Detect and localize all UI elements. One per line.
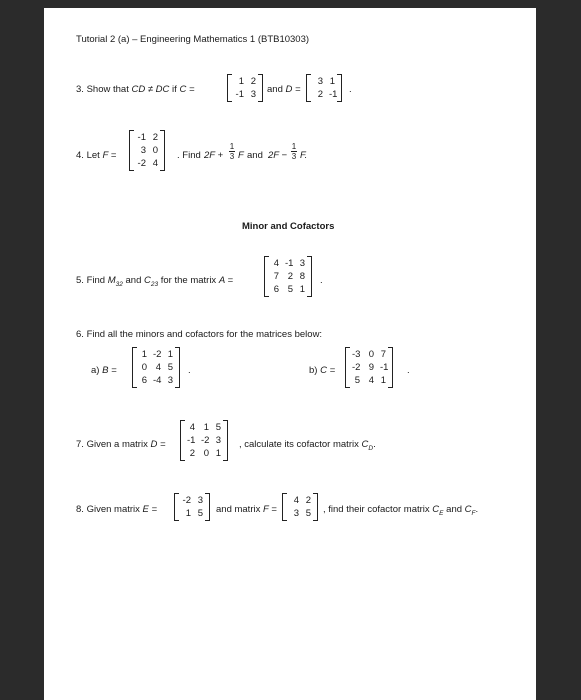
q5-number: 5. <box>76 275 84 286</box>
q4-expr1-a: 2F + <box>204 150 224 161</box>
matrix-entry: -1 <box>329 89 338 100</box>
matrix-entry: 2 <box>152 132 158 143</box>
matrix-entry: 1 <box>380 375 386 386</box>
matrix-entry: -1 <box>235 89 244 100</box>
q6-c-label: C = <box>320 365 336 376</box>
q8-f-label: F = <box>263 504 277 515</box>
matrix-entry: 6 <box>273 284 279 295</box>
q8-cofactor-f-symbol: $C_F$ <box>464 504 476 517</box>
q6-part-b: b) C = <box>309 365 336 376</box>
matrix-entry: 3 <box>317 76 323 87</box>
q3-show-text: Show that <box>86 84 129 95</box>
q5-text: 5. Find $M_{32}$ and $C_{23}$ for the matrix A = <box>76 275 233 288</box>
matrix-entry: 0 <box>141 362 147 373</box>
q3-if-text: if <box>172 84 177 95</box>
matrix-entry: 3 <box>167 375 173 386</box>
q6-part-a: a) B = <box>91 365 117 376</box>
q6-matrix-b <box>132 347 180 388</box>
q7-matrix-d <box>180 420 228 461</box>
q3-matrix-c <box>227 74 263 102</box>
q3-d-label: D = <box>285 84 301 95</box>
matrix-entry: 1 <box>215 448 221 459</box>
matrix-entry: 0 <box>203 448 209 459</box>
matrix-entry: 3 <box>215 435 221 446</box>
matrix-entry: 4 <box>152 158 158 169</box>
matrix-entry: 2 <box>189 448 195 459</box>
matrix-entry: 3 <box>299 258 305 269</box>
section-heading: Minor and Cofactors <box>242 221 335 232</box>
matrix-entry: 7 <box>273 271 279 282</box>
q3-end: . <box>349 84 352 95</box>
q3-number: 3. <box>76 84 84 95</box>
q6-end-c: . <box>407 365 410 376</box>
matrix-entry: -3 <box>352 349 361 360</box>
matrix-entry: -2 <box>153 349 162 360</box>
q8-cofactor-e-symbol: $C_E$ <box>432 504 444 517</box>
q7-number: 7. <box>76 439 84 450</box>
q7-cofactor-symbol: $C_D$ <box>361 439 374 452</box>
matrix-entry: 1 <box>141 349 147 360</box>
matrix-entry: 5 <box>354 375 360 386</box>
q5-a-label: A = <box>218 275 233 286</box>
q5-cofactor-symbol: $C_{23}$ <box>144 275 159 288</box>
matrix-entry: 0 <box>152 145 158 156</box>
matrix-entry: 1 <box>299 284 305 295</box>
matrix-entry: 3 <box>197 495 203 506</box>
q8-matrix-f <box>282 493 318 521</box>
q6-matrix-c <box>345 347 393 388</box>
q8-and: and matrix F = <box>216 504 277 515</box>
q6-b-label: B = <box>102 365 117 376</box>
matrix-entry: 4 <box>155 362 161 373</box>
page-title: Tutorial 2 (a) – Engineering Mathematics 1 (BTB10303) <box>76 34 310 45</box>
matrix-entry: 4 <box>189 422 195 433</box>
matrix-entry: 4 <box>293 495 299 506</box>
q4-fraction-2: 1 3 <box>291 142 297 161</box>
q4-text: 4. Let F = <box>76 150 117 161</box>
matrix-entry: 0 <box>368 349 374 360</box>
matrix-entry: -1 <box>137 132 146 143</box>
q5-minor-symbol: $M_{32}$ <box>107 275 123 288</box>
q7-d-label: D = <box>150 439 166 450</box>
q8-e-label: E = <box>142 504 158 515</box>
q8-text: 8. Given matrix E = <box>76 504 158 515</box>
q4-expr1-b: F <box>238 150 244 161</box>
matrix-entry: -1 <box>187 435 196 446</box>
matrix-entry: -2 <box>137 158 146 169</box>
matrix-entry: 5 <box>197 508 203 519</box>
matrix-entry: 2 <box>287 271 293 282</box>
q4-find-text: . Find <box>177 150 201 161</box>
q4-expr2-a: 2F − <box>268 150 288 161</box>
matrix-entry: 5 <box>167 362 173 373</box>
q5-end: . <box>320 275 323 286</box>
q7-text: 7. Given a matrix D = <box>76 439 166 450</box>
q3-c-label: C = <box>179 84 195 95</box>
q4-expr2-b: F. <box>300 150 308 161</box>
q6-text: 6. Find all the minors and cofactors for the matrices below: <box>76 329 323 340</box>
matrix-entry: -1 <box>285 258 294 269</box>
q4-number: 4. <box>76 150 84 161</box>
matrix-entry: -1 <box>380 362 389 373</box>
q4-fraction-1: 1 3 <box>229 142 235 161</box>
matrix-entry: 6 <box>141 375 147 386</box>
matrix-entry: 1 <box>329 76 335 87</box>
matrix-entry: 1 <box>167 349 173 360</box>
matrix-entry: 3 <box>293 508 299 519</box>
matrix-entry: 1 <box>238 76 244 87</box>
matrix-entry: 2 <box>305 495 311 506</box>
matrix-entry: 2 <box>250 76 256 87</box>
matrix-entry: 9 <box>368 362 374 373</box>
q3-expression: CD ≠ DC <box>131 84 170 95</box>
matrix-entry: 3 <box>140 145 146 156</box>
matrix-entry: 5 <box>305 508 311 519</box>
matrix-entry: 7 <box>380 349 386 360</box>
q8-number: 8. <box>76 504 84 515</box>
document-page <box>44 8 536 700</box>
matrix-entry: 5 <box>215 422 221 433</box>
q6-number: 6. <box>76 329 84 340</box>
q8-matrix-e <box>174 493 210 521</box>
matrix-entry: -2 <box>182 495 191 506</box>
matrix-entry: 4 <box>368 375 374 386</box>
matrix-entry: -4 <box>153 375 162 386</box>
matrix-entry: -2 <box>352 362 361 373</box>
q5-matrix-a <box>264 256 312 297</box>
matrix-entry: -2 <box>201 435 210 446</box>
q3-matrix-d <box>306 74 342 102</box>
q3-text <box>76 84 195 95</box>
matrix-entry: 2 <box>317 89 323 100</box>
q6-end-b: . <box>188 365 191 376</box>
matrix-entry: 5 <box>287 284 293 295</box>
q4-and: and <box>247 150 263 161</box>
q4-matrix-f <box>129 130 165 171</box>
q4-f-label: F = <box>102 150 117 161</box>
matrix-entry: 3 <box>250 89 256 100</box>
matrix-entry: 1 <box>185 508 191 519</box>
matrix-entry: 8 <box>299 271 305 282</box>
matrix-entry: 1 <box>203 422 209 433</box>
q3-and: and D = <box>267 84 301 95</box>
matrix-entry: 4 <box>273 258 279 269</box>
q8-text-b: , find their cofactor matrix $C_E$ and $C_F$. <box>323 504 479 517</box>
q7-text-b: , calculate its cofactor matrix $C_D$. <box>239 439 376 452</box>
